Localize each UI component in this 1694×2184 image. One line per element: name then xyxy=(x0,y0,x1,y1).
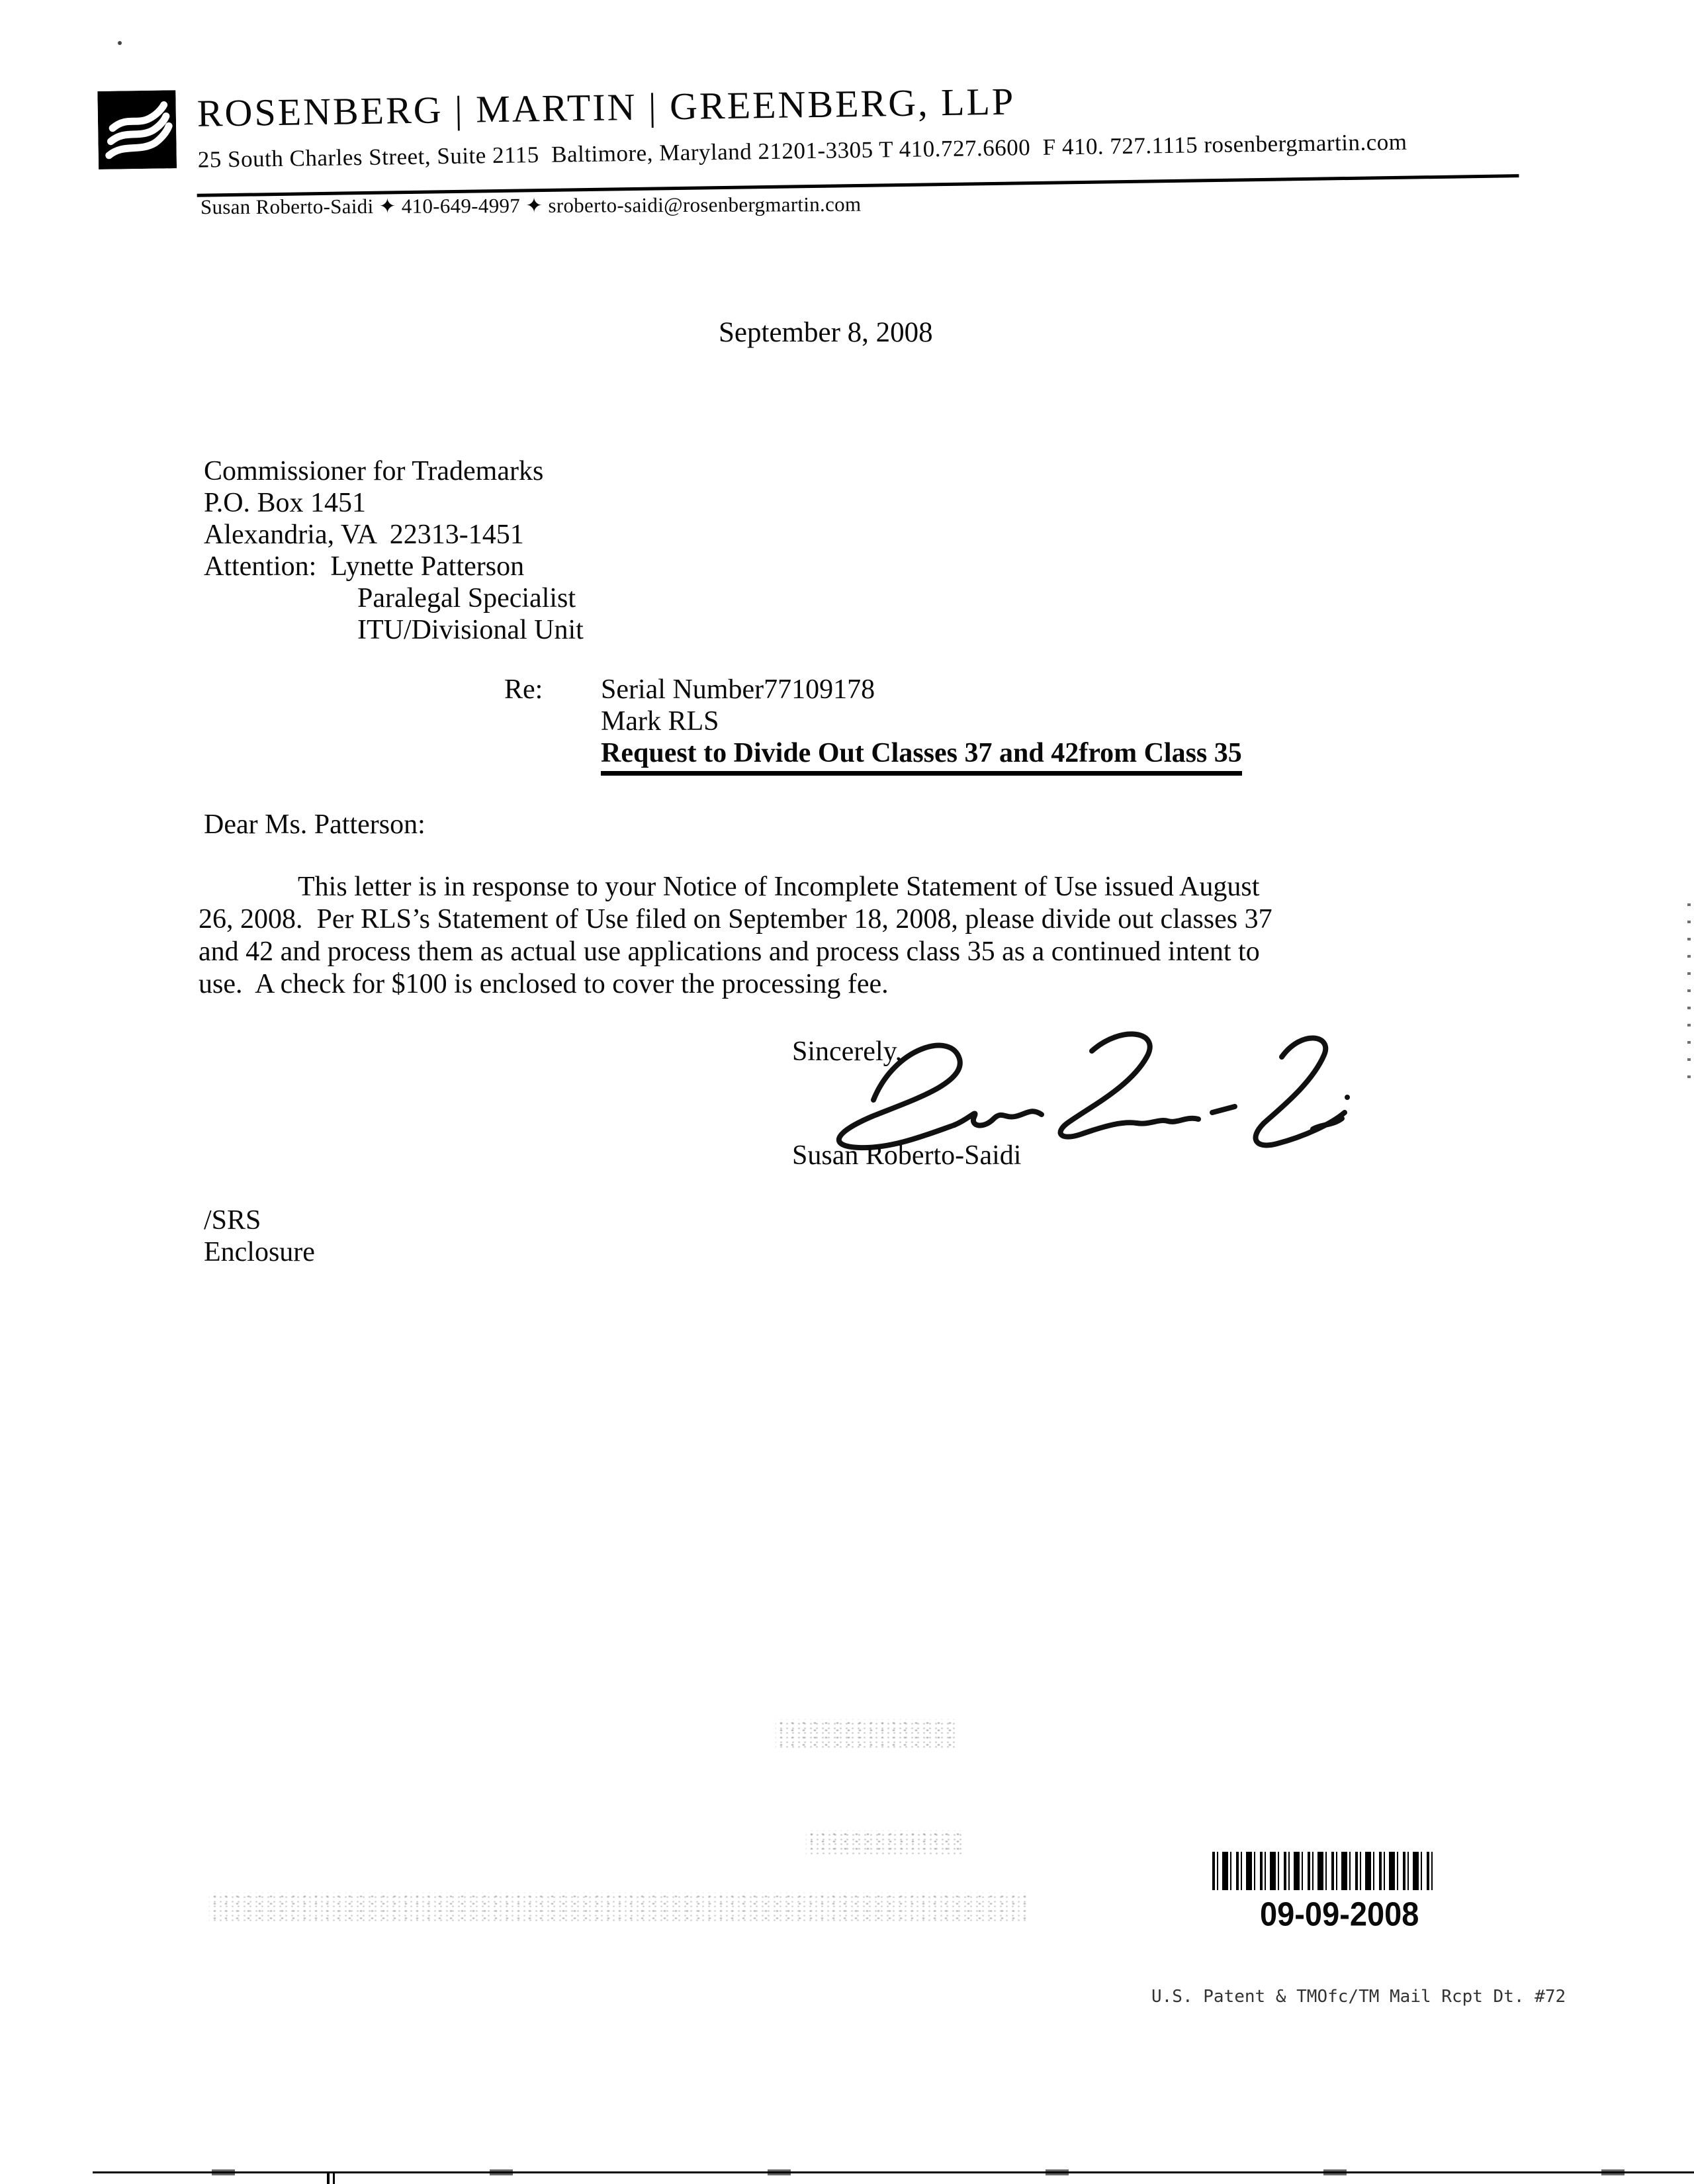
scan-edge-artifact xyxy=(1687,903,1691,1082)
letterhead xyxy=(97,64,1535,210)
faint-scan-smudge xyxy=(209,1893,1030,1923)
attorney-contact-line: Susan Roberto-Saidi ✦ 410-649-4997 ✦ sroberto-saidi@rosenbergmartin.com xyxy=(200,192,862,219)
re-serial-line: Serial Number77109178 xyxy=(601,674,875,705)
body-line: and 42 and process them as actual use applications and process class 35 as a continued intent to xyxy=(199,936,1260,967)
recipient-line: P.O. Box 1451 xyxy=(204,488,367,518)
mail-receipt-date-stamp: 09-09-2008 xyxy=(1260,1894,1419,1933)
mail-receipt-caption: U.S. Patent & TMOfc/TM Mail Rcpt Dt. #72 xyxy=(1151,1987,1566,2007)
recipient-line: Commissioner for Trademarks xyxy=(204,456,544,486)
recipient-line: Alexandria, VA 22313-1451 xyxy=(204,520,524,550)
recipient-attention-line: ITU/Divisional Unit xyxy=(357,615,584,645)
recipient-address-block xyxy=(204,455,584,646)
closing-sincerely: Sincerely, xyxy=(792,1036,903,1067)
mail-receipt-barcode xyxy=(1212,1852,1433,1890)
letter-date: September 8, 2008 xyxy=(719,317,933,348)
faint-scan-smudge xyxy=(776,1719,958,1750)
firm-wave-logo-icon xyxy=(97,90,177,169)
re-request-heading: Request to Divide Out Classes 37 and 42from Class 35 xyxy=(601,737,1242,776)
re-mark-line: Mark RLS xyxy=(601,706,719,737)
body-paragraph xyxy=(199,871,1495,1001)
letterhead-address-line: 25 South Charles Street, Suite 2115 Baltimore, Maryland 21201-3305 T 410.727.6600 F 410. 727.1115 rosenbergmartin.com xyxy=(197,128,1407,173)
firm-name: ROSENBERG | MARTIN | GREENBERG, LLP xyxy=(197,79,1016,135)
scan-tick-artifact xyxy=(327,2172,330,2184)
re-lines xyxy=(601,674,1242,776)
typed-signature-name: Susan Roberto-Saidi xyxy=(792,1140,1022,1171)
enclosure-note: Enclosure xyxy=(204,1237,315,1267)
re-block xyxy=(504,674,1242,776)
recipient-attention-line: Paralegal Specialist xyxy=(357,583,576,614)
handwritten-signature xyxy=(781,1019,1363,1155)
re-label: Re: xyxy=(504,674,543,705)
faint-scan-smudge xyxy=(806,1831,965,1854)
body-line: 26, 2008. Per RLS’s Statement of Use filed on September 18, 2008, please divide out classes 37 xyxy=(199,904,1272,934)
scan-dot-artifact xyxy=(118,41,122,45)
recipient-attention-line: Attention: Lynette Patterson xyxy=(204,551,525,582)
body-line: This letter is in response to your Notice of Incomplete Statement of Use issued August xyxy=(298,872,1260,902)
scan-tick-artifact xyxy=(333,2172,335,2184)
salutation: Dear Ms. Patterson: xyxy=(204,809,425,840)
typist-initials: /SRS xyxy=(204,1205,261,1236)
body-line: use. A check for $100 is enclosed to cover the processing fee. xyxy=(199,969,889,999)
